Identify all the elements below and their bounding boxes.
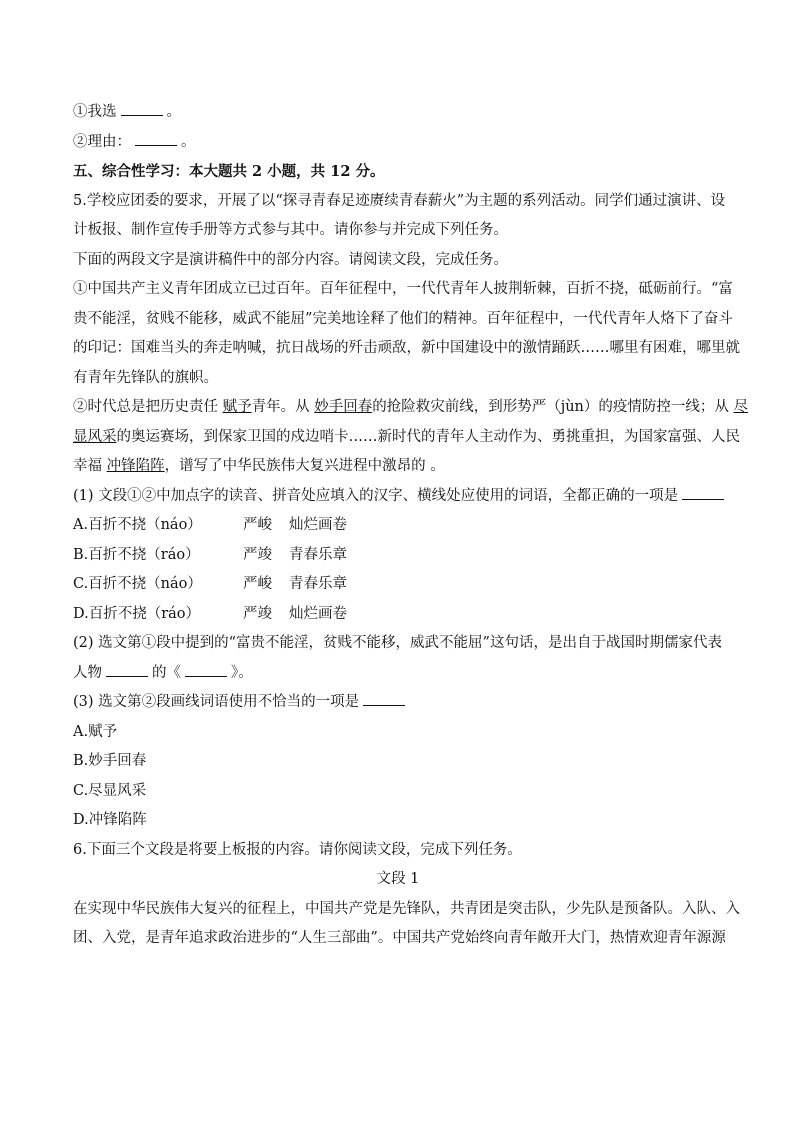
passage1-line1: ①中国共产主义青年团成立已过百年。百年征程中，一代代青年人披荆斩棘，百折不挠，砥砺前行。“富 — [73, 281, 733, 297]
underlined-word-xianfengcai: 显风采 — [73, 428, 117, 445]
passage2-text: ②时代总是把历史责任 — [73, 399, 223, 415]
sub-question-2-text: 人物 — [73, 664, 102, 681]
passage1-line2: 贵不能淫，贫贱不能移，威武不能屈”完美地诠释了他们的精神。百年征程中，一代代青年人烙下了奋斗 — [73, 310, 733, 327]
passage2-line3 — [73, 452, 723, 482]
q4-reason-prefix: ②理由： — [73, 133, 131, 150]
passage2-text: 的奥运赛场，到保家卫国的戍边哨卡……新时代的青年人主动作为、勇挑重担，为国家富强、人民 — [116, 428, 740, 445]
passage2-text: 幸福 — [73, 458, 107, 474]
q6-passage1-line1: 在实现中华民族伟大复兴的征程上，中国共产党是先锋队，共青团是突击队，少先队是预备队。入队、入 — [73, 900, 740, 917]
option-d-word: D.百折不挠（ráo） — [73, 605, 201, 622]
option-b-phrase: 青春乐章 — [289, 546, 347, 563]
sub-question-3-text: (3) 选文第②段画线词语使用不恰当的一项是 — [73, 694, 360, 710]
sub-question-2-line2 — [73, 659, 723, 689]
option-a-hanzi: 严峻 — [243, 517, 272, 533]
option-c-word: C.百折不挠（náo） — [73, 576, 202, 592]
sub3-option-d[interactable]: D.冲锋陷阵 — [73, 812, 147, 828]
passage2-line1 — [73, 393, 748, 423]
exam-page — [73, 98, 748, 954]
passage2-text: ，谱写了中华民族伟大复兴进程中激昂的 。 — [164, 458, 445, 474]
q4-choice-prefix: ①我选 — [73, 104, 117, 120]
q4-choice-suffix: 。 — [166, 104, 181, 120]
q6-passage-title: 文段 1 — [376, 871, 420, 887]
passage2-line2 — [73, 423, 740, 453]
sub-question-1-text: (1) 文段①②中加点字的读音、拼音处应填入的汉字、横线处应使用的词语，全都正确的一项是 — [73, 487, 679, 504]
option-b-word: B.百折不挠（ráo） — [73, 546, 200, 563]
sub3-option-a[interactable]: A.赋予 — [73, 723, 118, 740]
sub-question-1 — [73, 482, 723, 512]
option-d-phrase: 灿烂画卷 — [289, 605, 347, 622]
sub3-option-b[interactable]: B.妙手回春 — [73, 753, 147, 769]
q5-intro-line2: 计板报、制作宣传手册等方式参与其中。请你参与并完成下列任务。 — [73, 222, 508, 238]
answer-blank[interactable] — [185, 660, 227, 677]
option-row-b[interactable] — [73, 541, 723, 571]
passage2-text: 的抢险救灾前线，到形势严（jùn）的疫情防控一线；从 — [372, 399, 734, 415]
q4-reason-line — [73, 128, 723, 158]
sub-question-2-line1: (2) 选文第①段中提到的“富贵不能淫，贫贱不能移，威武不能屈”这句话，是出自于战国时期儒家代表 — [73, 635, 722, 651]
option-c-phrase: 青春乐章 — [289, 576, 347, 592]
underlined-word-jin: 尽 — [733, 399, 748, 415]
option-b-hanzi: 严竣 — [243, 546, 272, 563]
q6-intro: 6.下面三个文段是将要上板报的内容。请你阅读文段，完成下列任务。 — [73, 841, 522, 858]
passage2-text: 青年。从 — [251, 399, 315, 415]
option-row-c[interactable] — [73, 570, 723, 600]
sub-question-2-text: 的《 — [152, 664, 181, 681]
option-d-hanzi: 严竣 — [243, 605, 272, 622]
underlined-word-miaoshou: 妙手回春 — [314, 399, 373, 415]
section5-heading: 五、综合性学习：本大题共 2 小题，共 12 分。 — [73, 163, 385, 180]
answer-blank[interactable] — [121, 99, 163, 116]
option-a-word: A.百折不挠（náo） — [73, 517, 202, 533]
q4-reason-suffix: 。 — [181, 133, 196, 150]
sub3-option-c[interactable]: C.尽显风采 — [73, 782, 147, 799]
answer-blank[interactable] — [363, 689, 405, 706]
q5-intro-line1: 5.学校应团委的要求，开展了以“探寻青春足迹赓续青春薪火”为主题的系列活动。同学们通过演讲、设 — [73, 192, 726, 209]
underlined-word-chongfeng: 冲锋陷阵 — [106, 458, 165, 474]
q6-passage1-line2: 团、入党，是青年追求政治进步的“人生三部曲”。中国共产党始终向青年敞开大门，热情欢迎青年源源 — [73, 930, 726, 946]
sub-question-3 — [73, 688, 723, 718]
passage1-line4: 有青年先锋队的旗帜。 — [73, 369, 218, 386]
option-a-phrase: 灿烂画卷 — [289, 517, 347, 533]
option-row-d[interactable] — [73, 600, 723, 630]
answer-blank[interactable] — [135, 129, 177, 146]
q4-choice-line — [73, 98, 723, 128]
option-c-hanzi: 严峻 — [243, 576, 272, 592]
answer-blank[interactable] — [682, 483, 724, 500]
sub-question-2-text: 》。 — [231, 664, 253, 681]
option-row-a[interactable] — [73, 511, 723, 541]
answer-blank[interactable] — [106, 660, 148, 677]
passage1-line3: 的印记：国难当头的奔走呐喊，抗日战场的歼击顽敌，新中国建设中的激情踊跃……哪里有困难，哪里就 — [73, 340, 740, 356]
q5-instructions: 下面的两段文字是演讲稿件中的部分内容。请阅读文段，完成任务。 — [73, 251, 508, 268]
underlined-word-fuyu: 赋予 — [222, 399, 252, 415]
